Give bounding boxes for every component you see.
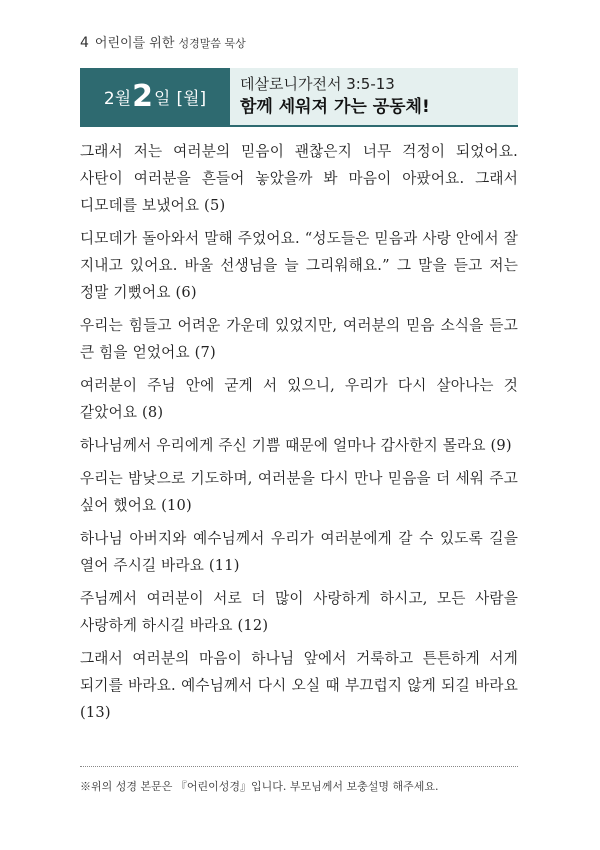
date-weekday: [월] [176,89,207,109]
date-day-label: 일 [154,89,171,109]
running-head-subtitle: 성경말씀 묵상 [178,37,246,50]
verse-paragraph: 디모데가 돌아와서 말해 주었어요. “성도들은 믿음과 사랑 안에서 잘 지내고 있어요. 바울 선생님을 늘 그리워해요.” 그 말을 듣고 저는 정말 기뻤어요 (6) [80,230,518,301]
verse-paragraph: 하나님 아버지와 예수님께서 우리가 여러분에게 갈 수 있도록 길을 열어 주시길 바라요 (11) [80,530,518,574]
verse-paragraph: 여러분이 주님 안에 굳게 서 있으니, 우리가 다시 살아나는 것 같았어요 (8) [80,377,518,421]
devotion-title: 함께 세워져 가는 공동체! [240,97,430,117]
verse-paragraph: 주님께서 여러분이 서로 더 많이 사랑하게 하시고, 모든 사람을 사랑하게 하시길 바라요 (12) [80,590,518,634]
date-day: 2 [132,79,153,114]
date-box [80,68,230,125]
scripture-reference: 데살로니가전서 3:5-13 [240,75,395,93]
date-month: 2월 [103,89,132,109]
verse-paragraph: 그래서 저는 여러분의 믿음이 괜찮은지 너무 걱정이 되었어요. 사탄이 여러분을 흔들어 놓았을까 봐 마음이 아팠어요. 그래서 디모데를 보냈어요 (5) [80,143,518,214]
footnote-divider [80,766,518,767]
running-head-title: 어린이를 위한 [94,36,175,51]
verse-paragraph: 우리는 밤낮으로 기도하며, 여러분을 다시 만나 믿음을 더 세워 주고 싶어 했어요 (10) [80,470,518,514]
verse-paragraph: 그래서 여러분의 마음이 하나님 앞에서 거룩하고 튼튼하게 서게 되기를 바라요. 예수님께서 다시 오실 때 부끄럽지 않게 되길 바라요 (13) [80,650,518,721]
footnote: ※위의 성경 본문은 『어린이성경』입니다. 부모님께서 보충설명 해주세요. [80,780,439,793]
devotion-banner [80,68,518,127]
verse-paragraph: 하나님께서 우리에게 주신 기쁨 때문에 얼마나 감사한지 몰라요 (9) [80,437,512,454]
running-head [80,32,246,51]
page-number: 4 [80,35,89,51]
verse-paragraph: 우리는 힘들고 어려운 가운데 있었지만, 여러분의 믿음 소식을 듣고 큰 힘을 얻었어요 (7) [80,317,518,361]
scripture-text [80,138,518,732]
title-box [230,68,518,125]
